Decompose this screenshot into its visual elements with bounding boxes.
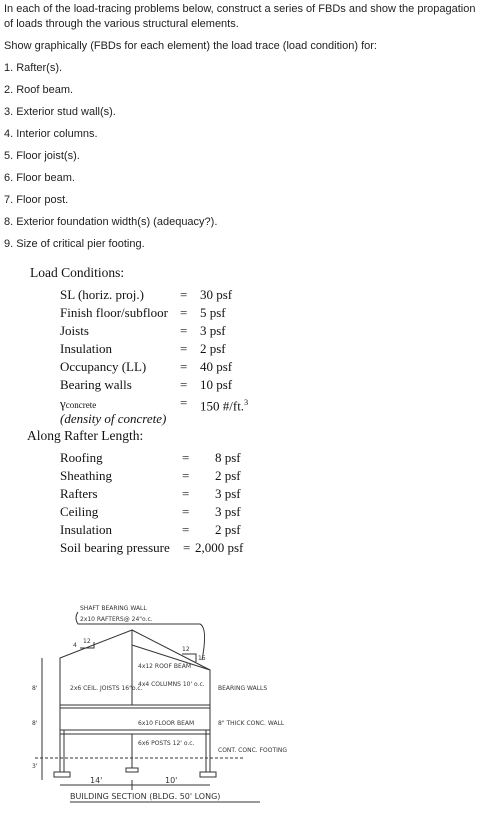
pitch-triangle-right [182, 654, 196, 662]
load-label: Insulation [60, 522, 112, 537]
load-equals: = [180, 341, 188, 356]
note-roof-beam: 4x12 ROOF BEAM [138, 663, 192, 670]
rafter-length-title: Along Rafter Length: [27, 428, 144, 443]
pitch-left-rise: 4 [73, 642, 77, 649]
list-item: 6. Floor beam. [4, 172, 75, 184]
load-label: Finish floor/subfloor [60, 305, 168, 320]
load-label: Bearing walls [60, 377, 132, 392]
section-caption: BUILDING SECTION (BLDG. 50' LONG) [70, 792, 221, 801]
dim-width-right: 10' [165, 776, 178, 785]
gamma-note: (density of concrete) [60, 411, 167, 426]
load-label: SL (horiz. proj.) [60, 287, 144, 302]
list-item: 1. Rafter(s). [4, 62, 63, 74]
load-value: 2 psf [200, 341, 226, 356]
gamma-subscript: concrete [65, 400, 97, 410]
load-row [30, 467, 270, 485]
load-equals: = [182, 468, 190, 483]
load-equals: = [180, 359, 188, 374]
load-row [30, 340, 270, 358]
note-floor-posts: 6x6 POSTS 12' o.c. [138, 740, 195, 747]
load-value: 2 psf [215, 522, 241, 537]
load-value: 8 psf [215, 450, 241, 465]
load-equals: = [180, 377, 188, 392]
dim-width-left: 14' [90, 776, 103, 785]
load-row [30, 503, 270, 521]
dim-height-base: 3' [32, 763, 38, 770]
dim-height-upper: 8' [32, 685, 38, 692]
load-label: Sheathing [60, 468, 112, 483]
load-row [30, 286, 270, 304]
load-conditions-title: Load Conditions: [30, 265, 125, 280]
note-conc-wall: 8" THICK CONC. WALL [218, 720, 285, 727]
load-value: 3 psf [200, 323, 226, 338]
load-equals: = [182, 450, 190, 465]
load-row [30, 304, 270, 322]
load-row [30, 449, 270, 467]
load-equals: = [182, 504, 190, 519]
load-value: 3 psf [215, 504, 241, 519]
load-equals: = [180, 323, 188, 338]
list-item: 4. Interior columns. [4, 128, 98, 140]
load-value: 3 psf [215, 486, 241, 501]
gamma-value: 150 #/ft. [200, 398, 245, 414]
list-item: 3. Exterior stud wall(s). [4, 106, 116, 118]
concrete-density-label [60, 397, 166, 426]
load-value [200, 394, 248, 415]
gamma-symbol: γ [60, 396, 66, 411]
right-footing [200, 772, 216, 777]
dim-height-lower: 8' [32, 720, 38, 727]
load-value: 2 psf [215, 468, 241, 483]
load-row [30, 376, 270, 394]
pitch-right-run: 12 [182, 646, 190, 653]
note-floor-beam: 6x10 FLOOR BEAM [138, 720, 195, 727]
note-rafters: 2x10 RAFTERS@ 24"o.c. [80, 616, 153, 623]
load-row [30, 358, 270, 376]
list-item: 9. Size of critical pier footing. [4, 238, 145, 250]
load-equals: = [182, 486, 190, 501]
note-bearing-walls: BEARING WALLS [218, 685, 268, 692]
load-row [30, 521, 270, 539]
building-section-drawing [30, 590, 290, 810]
load-value: 5 psf [200, 305, 226, 320]
soil-pressure-label: Soil bearing pressure [60, 540, 170, 555]
load-row [30, 322, 270, 340]
load-equals: = [183, 540, 191, 555]
load-equals: = [180, 305, 188, 320]
list-item: 8. Exterior foundation width(s) (adequacy?). [4, 216, 218, 228]
load-label: Joists [60, 323, 89, 338]
load-row [30, 485, 270, 503]
note-ceiling-joists: 2x6 CEIL. JOISTS 16"o.c. [70, 685, 143, 692]
note-columns: 4x4 COLUMNS 10' o.c. [138, 681, 205, 688]
soil-pressure-value: 2,000 psf [195, 540, 244, 555]
intro-paragraph-2: Show graphically (FBDs for each element) the load trace (load condition) for: [4, 40, 377, 52]
note-shaft-wall: SHAFT BEARING WALL [80, 605, 147, 612]
problem-intro [4, 2, 486, 259]
load-value: 10 psf [200, 377, 233, 392]
concrete-density-row [30, 394, 270, 428]
load-equals: = [180, 395, 188, 410]
task-list [4, 61, 486, 251]
note-cont-footing: CONT. CONC. FOOTING [218, 747, 288, 754]
load-label: Roofing [60, 450, 103, 465]
load-value: 40 psf [200, 359, 233, 374]
gamma-exponent: 3 [244, 398, 249, 407]
list-item: 2. Roof beam. [4, 84, 74, 96]
roof-left-outline [60, 630, 132, 705]
load-equals: = [182, 522, 190, 537]
load-label: Insulation [60, 341, 112, 356]
list-item: 5. Floor joist(s). [4, 150, 80, 162]
load-label: Occupancy (LL) [60, 359, 147, 374]
soil-pressure-row [30, 539, 270, 557]
pier-footing [126, 768, 138, 772]
left-footing [54, 772, 70, 777]
load-label: Ceiling [60, 504, 99, 519]
intro-paragraph-1: In each of the load-tracing problems below, construct a series of FBDs and show the propagation of loads through the various structural elements. [4, 3, 476, 30]
load-equals: = [180, 287, 188, 302]
load-value: 30 psf [200, 287, 233, 302]
list-item: 7. Floor post. [4, 194, 69, 206]
load-label: Rafters [60, 486, 98, 501]
load-table [27, 265, 270, 557]
pitch-left-run: 12 [83, 638, 91, 645]
pitch-right-rise: 15 [198, 655, 206, 662]
